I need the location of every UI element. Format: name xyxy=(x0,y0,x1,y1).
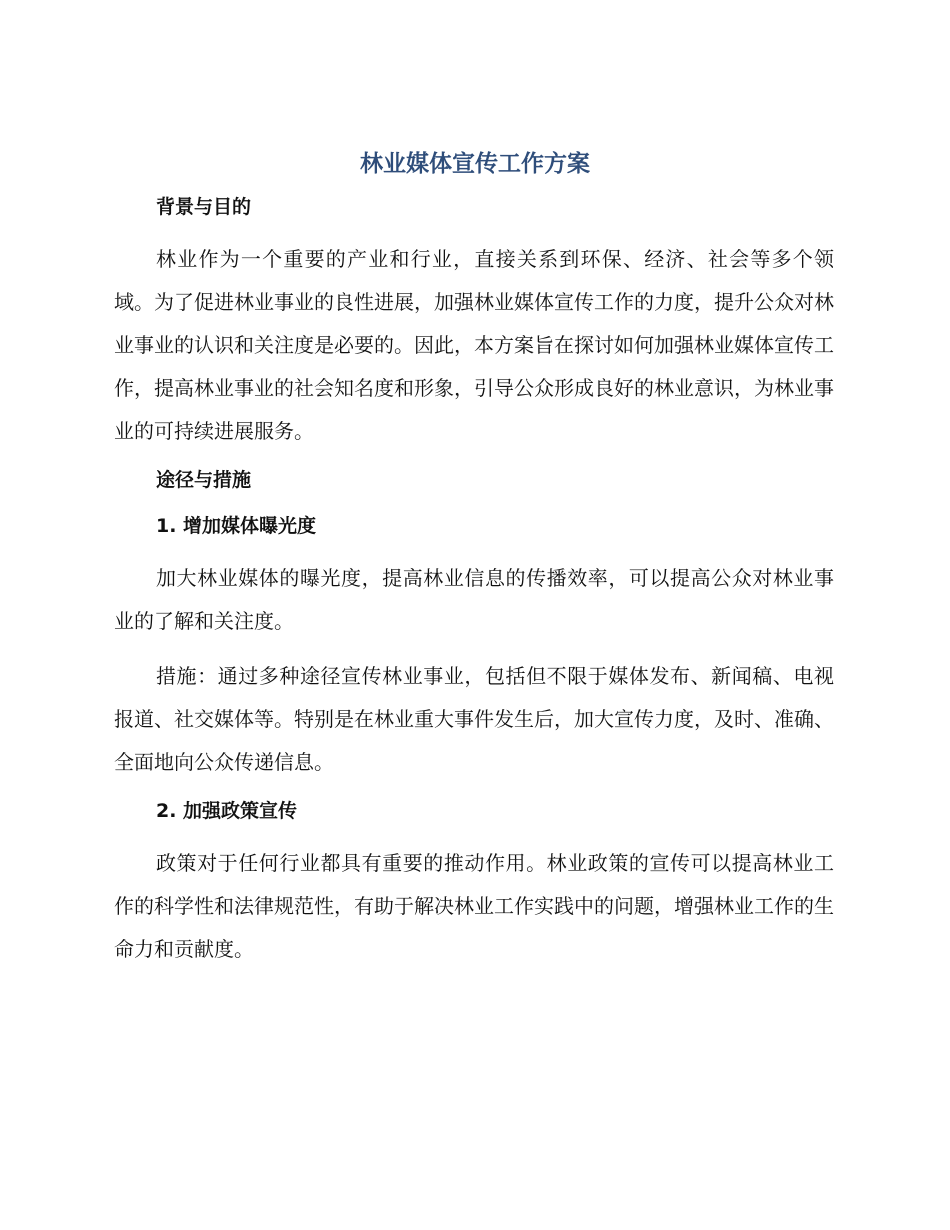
document-title: 林业媒体宣传工作方案 xyxy=(360,151,590,177)
section-heading-approach: 途径与措施 xyxy=(156,469,252,491)
document-body xyxy=(114,192,834,971)
paragraph-exposure: 加大林业媒体的曝光度，提高林业信息的传播效率，可以提高公众对林业事业的了解和关注度。 xyxy=(114,566,834,633)
paragraph-background: 林业作为一个重要的产业和行业，直接关系到环保、经济、社会等多个领域。为了促进林业事业的良性进展，加强林业媒体宣传工作的力度，提升公众对林业事业的认识和关注度是必要的。因此，本方案旨在探讨如何加强林业媒体宣传工作，提高林业事业的社会知名度和形象，引导公众形成良好的林业意识，为林业事业的可持续进展服务。 xyxy=(114,247,834,443)
item-heading-exposure: 1. 增加媒体曝光度 xyxy=(156,515,317,537)
item-heading-policy: 2. 加强政策宣传 xyxy=(156,800,298,822)
paragraph-exposure-measures: 措施：通过多种途径宣传林业事业，包括但不限于媒体发布、新闻稿、电视报道、社交媒体等。特别是在林业重大事件发生后，加大宣传力度，及时、准确、全面地向公众传递信息。 xyxy=(114,664,834,774)
paragraph-policy: 政策对于任何行业都具有重要的推动作用。林业政策的宣传可以提高林业工作的科学性和法律规范性，有助于解决林业工作实践中的问题，增强林业工作的生命力和贡献度。 xyxy=(114,851,834,961)
section-heading-background: 背景与目的 xyxy=(156,196,252,218)
